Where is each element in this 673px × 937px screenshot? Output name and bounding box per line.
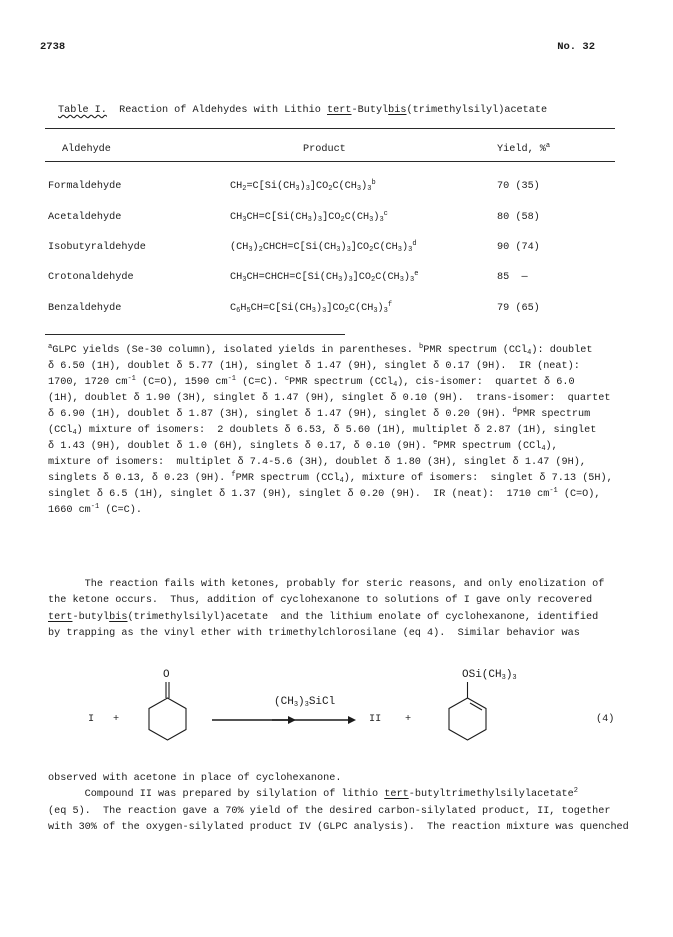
footnote-sup: -1	[127, 375, 136, 383]
footnote-line	[48, 472, 628, 488]
footnote-text: (C=C).	[236, 377, 279, 388]
body-text: observed with acetone in place of cyclohexanone.	[48, 773, 342, 784]
issue-number: No. 32	[557, 41, 595, 53]
product-label: II	[369, 714, 382, 725]
enol-substituent-label: $OSi(CH_3)_3$	[462, 669, 517, 682]
footnote-line	[48, 344, 628, 360]
body-text: Compound II was prepared by silylation of lithio	[48, 789, 385, 801]
footnote-line	[48, 376, 628, 392]
footnote-line	[48, 360, 628, 376]
body-text: by trapping as the vinyl ether with trimethylchlorosilane (eq 4). Similar behavior was	[48, 628, 580, 640]
yield-cell: 70 (35)	[497, 181, 540, 192]
body-paragraph-2	[48, 772, 633, 838]
footnote-sup: -1	[90, 503, 100, 511]
footnote-sup: -1	[549, 487, 558, 495]
table-footnotes	[48, 344, 628, 520]
body-text-bis: bis	[109, 611, 128, 623]
table-title-bis: bis	[388, 105, 407, 116]
footnote-line	[48, 440, 628, 456]
body-line	[48, 611, 633, 627]
body-paragraph-1	[48, 578, 633, 644]
row-note: d	[412, 240, 417, 248]
footnote-text: (C=C).	[99, 505, 142, 516]
table-title-tert: tert	[327, 105, 352, 116]
row-note: c	[383, 210, 388, 218]
footnote-text: PMR spectrum	[516, 409, 591, 420]
footnote-line	[48, 456, 628, 472]
aldehyde-cell: Benzaldehyde	[48, 303, 122, 314]
plus-sign: +	[113, 714, 120, 725]
footnote-text: 1700, 1720 cm	[48, 377, 128, 388]
table-bottom-rule	[45, 334, 345, 335]
footnote-sub: 4	[393, 381, 398, 389]
footnote-sub: 4	[541, 445, 546, 453]
table-header-rule	[45, 161, 615, 162]
product-cell: $(CH_3)_2CHCH=C[Si(CH_3)_3]CO_2C(CH_3)_3^d$	[230, 240, 417, 254]
footnote-mark: d	[512, 407, 517, 415]
table-row	[0, 241, 673, 259]
footnote-text: ),	[545, 441, 558, 452]
table-title-part: (trimethylsilyl)acetate	[406, 105, 548, 116]
yield-cell: 90 (74)	[497, 242, 540, 253]
body-line	[48, 578, 633, 594]
yield-cell: 79 (65)	[497, 303, 540, 314]
footnote-mark: e	[433, 439, 438, 447]
footnote-text: GLPC yields (Se-30 column), isolated yields in parentheses.	[52, 345, 413, 356]
header-yield-note: a	[545, 142, 551, 150]
footnote-text: (C=O),	[557, 489, 601, 500]
reference-number: 2	[573, 787, 578, 796]
aldehyde-cell: Acetaldehyde	[48, 212, 122, 223]
reactant-label: I	[88, 714, 95, 725]
footnote-line	[48, 408, 628, 424]
body-line	[48, 788, 633, 804]
footnote-sup: -1	[227, 375, 236, 383]
body-text-tert: tert	[384, 789, 409, 801]
body-line	[48, 821, 633, 837]
row-note: f	[387, 301, 393, 309]
product-cell: $CH_3CH=C[Si(CH_3)_3]CO_2C(CH_3)_3^c$	[230, 210, 388, 224]
aldehyde-cell: Formaldehyde	[48, 181, 122, 192]
footnote-text: PMR spectrum (CCl	[289, 377, 394, 388]
row-note: b	[371, 179, 376, 187]
body-text: The reaction fails with ketones, probably for steric reasons, and only enolization of	[48, 579, 605, 590]
body-line	[48, 805, 633, 821]
footnote-text: (1H), doublet δ 1.90 (3H), singlet δ 1.47 (9H), singlet δ 0.10 (9H). trans-isomer: quartet	[48, 393, 611, 404]
footnote-text: mixture of isomers: multiplet δ 7.4-5.6 (3H), doublet δ 1.80 (3H), singlet δ 1.47 (9H),	[48, 457, 586, 468]
footnote-text: (CCl	[48, 425, 73, 436]
header-yield-text: Yield, %	[497, 144, 546, 155]
page-number: 2738	[40, 41, 66, 53]
footnote-text: ): doublet	[531, 345, 593, 356]
table-row	[0, 211, 673, 229]
footnote-mark: f	[231, 471, 236, 479]
footnote-text: PMR spectrum (CCl	[423, 345, 528, 356]
row-note: e	[414, 270, 419, 278]
header-aldehyde: Aldehyde	[62, 144, 111, 155]
footnote-text: PMR spectrum (CCl	[235, 473, 340, 484]
footnote-text: δ 6.50 (1H), doublet δ 5.77 (1H), singlet δ 1.47 (9H), singlet δ 0.17 (9H). IR (neat):	[48, 361, 580, 372]
equation-number: (4)	[596, 714, 615, 725]
table-title-part: -Butyl	[351, 105, 389, 116]
body-line	[48, 594, 633, 610]
footnote-sub: 4	[72, 429, 77, 437]
footnote-text: δ 1.43 (9H), doublet δ 1.0 (6H), singlets δ 0.17, δ 0.10 (9H).	[48, 441, 428, 452]
footnote-text: singlet δ 6.5 (1H), singlet δ 1.37 (9H), singlet δ 0.20 (9H). IR (neat): 1710 cm	[48, 489, 550, 500]
silyl-enol-ether-structure	[430, 674, 502, 766]
header-yield	[497, 143, 550, 156]
footnote-text: ), mixture of isomers: singlet δ 7.13 (5H),	[343, 473, 613, 484]
body-text: (eq 5). The reaction gave a 70% yield of the desired carbon-silylated product, II, together	[48, 805, 611, 817]
body-text: -butyltrimethylsilylacetate	[408, 789, 574, 801]
table-top-rule	[45, 128, 615, 129]
body-text: (trimethylsilyl)acetate and the lithium enolate of cyclohexanone, identified	[127, 611, 599, 623]
footnote-text: 1660 cm	[48, 505, 91, 516]
body-text: with 30% of the oxygen-silylated product IV (GLPC analysis). The reaction mixture was quenched	[48, 822, 629, 834]
reaction-scheme-eq4	[0, 668, 673, 768]
footnote-line	[48, 488, 628, 504]
footnote-line	[48, 392, 628, 408]
footnote-text: singlets δ 0.13, δ 0.23 (9H).	[48, 473, 226, 484]
reagent-label: $(CH_3)_3SiCl$	[274, 696, 336, 709]
table-title-part: Reaction of Aldehydes with Lithio	[106, 105, 328, 116]
footnote-text: ) mixture of isomers: 2 doublets δ 6.53, δ 5.60 (1H), multiplet δ 2.87 (1H), singlet	[76, 425, 597, 436]
arrow-part-2	[272, 714, 356, 726]
yield-cell: 85 —	[497, 272, 528, 283]
carbonyl-oxygen: O	[163, 669, 170, 681]
footnote-text: δ 6.90 (1H), doublet δ 1.87 (3H), singlet δ 1.47 (9H), singlet δ 0.20 (9H).	[48, 409, 507, 420]
body-text: -butyl	[72, 611, 110, 623]
footnote-text: (C=O), 1590 cm	[135, 377, 228, 388]
footnote-sub: 4	[527, 349, 532, 357]
table-label: Table I.	[58, 105, 107, 116]
footnote-line	[48, 504, 628, 520]
body-text-tert: tert	[48, 611, 73, 623]
table-caption	[58, 104, 547, 117]
footnote-mark: b	[419, 343, 424, 351]
product-cell: $C_6H_5CH=C[Si(CH_3)_3]CO_2C(CH_3)_3^f$	[230, 301, 393, 315]
body-text: the ketone occurs. Thus, addition of cyclohexanone to solutions of I gave only recovered	[48, 595, 593, 607]
footnote-mark: a	[48, 343, 53, 351]
plus-sign: +	[405, 714, 412, 725]
yield-cell: 80 (58)	[497, 212, 540, 223]
body-line	[48, 772, 633, 788]
aldehyde-cell: Crotonaldehyde	[48, 272, 134, 283]
body-line	[48, 627, 633, 643]
footnote-line	[48, 424, 628, 440]
footnote-mark: c	[284, 375, 290, 383]
product-cell: $CH_2=C[Si(CH_3)_3]CO_2C(CH_3)_3^b$	[230, 179, 376, 193]
product-cell: $CH_3CH=CHCH=C[Si(CH_3)_3]CO_2C(CH_3)_3^e$	[230, 270, 419, 284]
table-row	[0, 302, 673, 320]
header-product: Product	[303, 144, 346, 155]
table-row	[0, 180, 673, 198]
footnote-text: ), cis-isomer: quartet δ 6.0	[397, 377, 575, 388]
table-row	[0, 271, 673, 289]
aldehyde-cell: Isobutyraldehyde	[48, 242, 146, 253]
footnote-text: PMR spectrum (CCl	[437, 441, 542, 452]
footnote-sub: 4	[339, 477, 344, 485]
